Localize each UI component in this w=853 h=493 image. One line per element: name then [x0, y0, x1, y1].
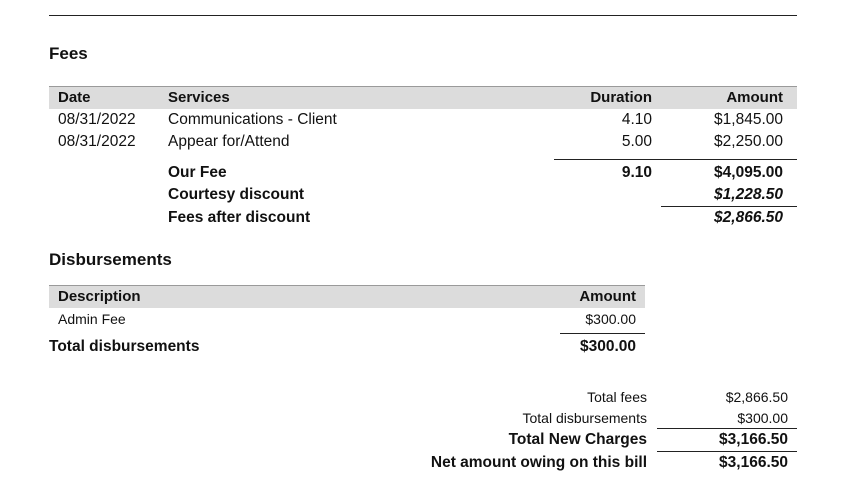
discount-divider [661, 206, 797, 207]
disbursements-header-amount: Amount [579, 288, 636, 305]
our-fee-amount: $4,095.00 [714, 164, 783, 181]
disbursements-section-title: Disbursements [49, 250, 172, 269]
totals-disbursements-amount: $300.00 [737, 410, 788, 426]
total-fees-amount: $2,866.50 [725, 389, 788, 405]
disbursements-divider [560, 333, 645, 334]
fees-after-discount-amount: $2,866.50 [714, 209, 783, 226]
fees-row-2-date: 08/31/2022 [58, 133, 136, 150]
fees-header-date: Date [58, 89, 91, 106]
disbursements-row-1-description: Admin Fee [58, 311, 126, 327]
fees-row-2-service: Appear for/Attend [168, 133, 290, 150]
totals-divider-2 [657, 451, 797, 452]
fees-section-title: Fees [49, 44, 88, 63]
total-disbursements-amount: $300.00 [579, 338, 636, 355]
fees-row-1-amount: $1,845.00 [714, 111, 783, 128]
fees-row-1-service: Communications - Client [168, 111, 337, 128]
fees-header-services: Services [168, 89, 230, 106]
totals-divider-1 [657, 428, 797, 429]
total-new-charges-amount: $3,166.50 [719, 431, 788, 448]
fees-summary-divider [554, 159, 797, 160]
fees-header-duration: Duration [590, 89, 652, 106]
totals-disbursements-label: Total disbursements [522, 410, 647, 426]
fees-row-1-duration: 4.10 [621, 111, 652, 128]
total-disbursements-label: Total disbursements [49, 338, 200, 355]
fees-row-1-date: 08/31/2022 [58, 111, 136, 128]
fees-row-2-duration: 5.00 [621, 133, 652, 150]
top-divider [49, 15, 797, 16]
our-fee-label: Our Fee [168, 164, 227, 181]
net-amount-owing-label: Net amount owing on this bill [430, 454, 647, 471]
fees-row-2-amount: $2,250.00 [714, 133, 783, 150]
disbursements-row-1-amount: $300.00 [585, 311, 636, 327]
net-amount-owing-amount: $3,166.50 [719, 454, 788, 471]
fees-header-amount: Amount [726, 89, 783, 106]
disbursements-header-description: Description [58, 288, 141, 305]
courtesy-discount-label: Courtesy discount [168, 186, 305, 203]
our-fee-duration: 9.10 [621, 164, 652, 181]
total-new-charges-label: Total New Charges [508, 431, 647, 448]
fees-after-discount-label: Fees after discount [168, 209, 311, 226]
fees-header-band [49, 86, 797, 109]
total-fees-label: Total fees [587, 389, 647, 405]
courtesy-discount-amount: $1,228.50 [714, 186, 783, 203]
